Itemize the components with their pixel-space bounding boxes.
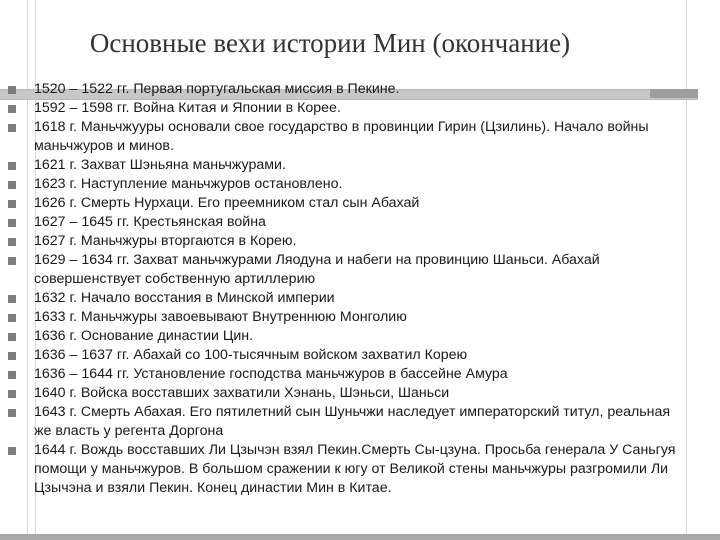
- list-item-text: 1592 – 1598 гг. Война Китая и Японии в Корее.: [34, 100, 341, 116]
- list-item: [8, 80, 688, 99]
- square-bullet-icon: [8, 124, 16, 132]
- square-bullet-icon: [8, 181, 16, 189]
- list-item: [8, 194, 688, 213]
- square-bullet-icon: [8, 162, 16, 170]
- list-item: [8, 289, 688, 308]
- list-item-text: 1626 г. Смерть Нурхаци. Его преемником стал сын Абахай: [34, 195, 420, 211]
- timeline-list: [8, 80, 688, 498]
- square-bullet-icon: [8, 257, 16, 265]
- square-bullet-icon: [8, 409, 16, 417]
- list-item-text: 1633 г. Маньчжуры завоевывают Внутреннюю Монголию: [34, 309, 407, 325]
- list-item: [8, 232, 688, 251]
- list-item-text: 1623 г. Наступление маньчжуров остановлено.: [34, 176, 343, 192]
- list-item: [8, 175, 688, 194]
- list-item-text: 1636 – 1637 гг. Абахай со 100-тысячным войском захватил Корею: [34, 347, 468, 363]
- list-item: [8, 346, 688, 365]
- square-bullet-icon: [8, 333, 16, 341]
- list-item: [8, 156, 688, 175]
- list-item: [8, 213, 688, 232]
- square-bullet-icon: [8, 238, 16, 246]
- list-item: [8, 365, 688, 384]
- list-item: [8, 403, 688, 441]
- square-bullet-icon: [8, 86, 16, 94]
- square-bullet-icon: [8, 352, 16, 360]
- decorative-bar-bottom: [0, 534, 720, 540]
- list-item-text: 1643 г. Смерть Абахая. Его пятилетний сын Шуньчжи наследует императорский титул, реальная же власть у регента Доргона: [34, 404, 671, 439]
- list-item-text: 1621 г. Захват Шэньяна маньчжурами.: [34, 157, 286, 173]
- list-item: [8, 384, 688, 403]
- list-item-text: 1636 г. Основание династии Цин.: [34, 328, 254, 344]
- square-bullet-icon: [8, 295, 16, 303]
- list-item-text: 1627 – 1645 гг. Крестьянская война: [34, 214, 266, 230]
- list-item-text: 1640 г. Войска восставших захватили Хэнань, Шэньси, Шаньси: [34, 385, 450, 401]
- list-item-text: 1618 г. Маньчжууры основали свое государство в провинции Гирин (Цзилинь). Начало войны маньчжуров и минов.: [34, 119, 649, 154]
- list-item: [8, 118, 688, 156]
- list-item-text: 1636 – 1644 гг. Установление господства маньчжуров в бассейне Амура: [34, 366, 508, 382]
- square-bullet-icon: [8, 105, 16, 113]
- list-item: [8, 441, 688, 498]
- list-item: [8, 99, 688, 118]
- square-bullet-icon: [8, 390, 16, 398]
- square-bullet-icon: [8, 219, 16, 227]
- list-item: [8, 308, 688, 327]
- square-bullet-icon: [8, 314, 16, 322]
- list-item-text: 1644 г. Вождь восставших Ли Цзычэн взял Пекин.Смерть Сы-цзуна. Просьба генерала У Саньгуя помощи у маньчжуров. В большом сражении к югу от Великой стены маньчжуры разгромили Ли Цзычэна и взяли Пекин. Конец династии Мин в Китае.: [34, 442, 676, 496]
- list-item: [8, 251, 688, 289]
- list-item-text: 1520 – 1522 гг. Первая португальская миссия в Пекине.: [34, 81, 400, 97]
- square-bullet-icon: [8, 200, 16, 208]
- square-bullet-icon: [8, 371, 16, 379]
- slide-title: Основные вехи истории Мин (окончание): [89, 28, 571, 58]
- list-item: [8, 327, 688, 346]
- list-item-text: 1627 г. Маньчжуры вторгаются в Корею.: [34, 233, 297, 249]
- square-bullet-icon: [8, 447, 16, 455]
- list-item-text: 1629 – 1634 гг. Захват маньчжурами Ляодуна и набеги на провинцию Шаньси. Абахай совершенствует собственную артиллерию: [34, 252, 600, 287]
- list-item-text: 1632 г. Начало восстания в Минской империи: [34, 290, 335, 306]
